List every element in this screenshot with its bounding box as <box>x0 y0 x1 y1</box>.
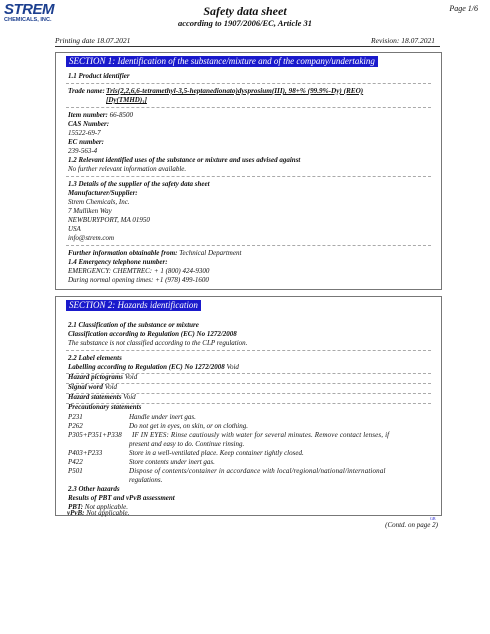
classification-regulation: Classification according to Regulation (EC) No 1272/2008 <box>68 330 237 338</box>
continued-note: (Contd. on page 2) <box>385 521 438 529</box>
document-subtitle: according to 1907/2006/EC, Article 31 <box>177 18 313 28</box>
signal-word-label: Signal word <box>68 383 103 391</box>
pbt-heading: Results of PBT and vPvB assessment <box>68 494 175 502</box>
precaution-code: P262 <box>68 422 83 430</box>
labelling-row <box>68 363 239 372</box>
pictograms-row <box>68 373 137 382</box>
item-number-row <box>68 111 133 120</box>
item-number-value: 66-8500 <box>109 111 133 119</box>
precautionary-label: Precautionary statements <box>68 403 142 411</box>
divider <box>66 245 431 246</box>
precaution-code: P305+P351+P338 <box>68 431 122 439</box>
cas-label: CAS Number: <box>68 120 110 128</box>
precaution-text: Store in a well-ventilated place. Keep container tightly closed. <box>129 449 304 457</box>
page-number: Page 1/6 <box>449 4 478 13</box>
signal-word-value: Void <box>104 383 118 391</box>
trade-name-line-2: [Dy(TMHD)₃] <box>106 96 147 104</box>
cas-value: 15522-69-7 <box>68 129 101 137</box>
item-number-label: Item number: <box>68 111 108 119</box>
precaution-text-continued: present and easy to do. Continue rinsing. <box>129 440 245 448</box>
divider <box>66 350 431 351</box>
further-info-row <box>68 249 241 258</box>
signal-word-row <box>68 383 117 392</box>
email: info@strem.com <box>68 234 115 242</box>
precaution-code: P501 <box>68 467 83 475</box>
labelling-label: Labelling according to Regulation (EC) No 1272/2008 <box>68 363 225 371</box>
classification-heading: 2.1 Classification of the substance or mixture <box>68 321 199 329</box>
pbt-label: PBT: <box>68 503 84 511</box>
company-name: Strem Chemicals, Inc. <box>68 198 130 206</box>
labelling-value: Void <box>226 363 239 371</box>
vpvb-row <box>67 509 129 518</box>
divider <box>66 83 431 84</box>
section-1 <box>55 52 442 290</box>
divider <box>66 383 431 384</box>
divider <box>66 176 431 177</box>
vpvb-label: vPvB: <box>67 509 85 517</box>
precaution-text: Handle under inert gas. <box>129 413 196 421</box>
further-info-value: Technical Department <box>179 249 242 257</box>
precaution-text: Do not get in eyes, on skin, or on clothing. <box>129 422 248 430</box>
locale-mark: GB <box>430 516 436 521</box>
trade-name-label: Trade name: <box>68 87 105 95</box>
divider <box>66 107 431 108</box>
country: USA <box>68 225 81 233</box>
section-1-heading: SECTION 1: Identification of the substance/mixture and of the company/undertaking <box>66 56 378 67</box>
printing-date: Printing date 18.07.2021 <box>55 36 131 45</box>
supplier-heading: 1.3 Details of the supplier of the safety data sheet <box>68 180 210 188</box>
logo-subtitle: CHEMICALS, INC. <box>4 17 52 23</box>
precaution-text-continued: regulations. <box>129 476 163 484</box>
precaution-text: Dispose of contents/container in accordance with local/regional/national/international <box>129 467 386 475</box>
city-address: NEWBURYPORT, MA 01950 <box>68 216 150 224</box>
revision-date: Revision: 18.07.2021 <box>371 36 435 45</box>
trade-name-line-1: Tris(2,2,6,6-tetramethyl-3,5-heptanedionato)dysprosium(III), 98+% (99.9%-Dy) (REO) <box>106 87 364 95</box>
ec-value: 239-563-4 <box>68 147 98 155</box>
uses-text: No further relevant information available. <box>68 165 187 173</box>
pictograms-label: Hazard pictograms <box>68 373 124 381</box>
street-address: 7 Mulliken Way <box>68 207 112 215</box>
pbt-value: Not applicable. <box>84 503 128 511</box>
further-info-label: Further information obtainable from: <box>68 249 178 257</box>
section-2 <box>55 296 442 516</box>
pictograms-value: Void <box>124 373 138 381</box>
precaution-code: P403+P233 <box>68 449 103 457</box>
precaution-text: Store contents under inert gas. <box>129 458 215 466</box>
precaution-text: IF IN EYES: Rinse cautiously with water for several minutes. Remove contact lenses, if <box>132 431 390 439</box>
hazard-statements-label: Hazard statements <box>68 393 122 401</box>
manufacturer-label: Manufacturer/Supplier: <box>68 189 138 197</box>
precaution-code: P422 <box>68 458 83 466</box>
uses-heading: 1.2 Relevant identified uses of the substance or mixture and uses advised against <box>68 156 301 164</box>
product-identifier-heading: 1.1 Product identifier <box>68 72 130 80</box>
header-divider <box>55 46 440 47</box>
emergency-line: EMERGENCY: CHEMTREC: + 1 (800) 424-9300 <box>68 267 210 275</box>
precaution-code: P231 <box>68 413 83 421</box>
ec-label: EC number: <box>68 138 104 146</box>
vpvb-value: Not applicable. <box>86 509 130 517</box>
normal-hours-line: During normal opening times: +1 (978) 499-1600 <box>68 276 209 284</box>
document-title: Safety data sheet <box>203 4 287 18</box>
other-hazards-heading: 2.3 Other hazards <box>68 485 120 493</box>
hazard-statements-row <box>68 393 136 402</box>
hazard-statements-value: Void <box>123 393 136 401</box>
classification-text: The substance is not classified according to the CLP regulation. <box>68 339 248 347</box>
emergency-heading: 1.4 Emergency telephone number: <box>68 258 168 266</box>
label-elements-heading: 2.2 Label elements <box>68 354 122 362</box>
logo-word: STREM <box>4 1 54 18</box>
section-2-heading: SECTION 2: Hazards identification <box>66 300 201 311</box>
